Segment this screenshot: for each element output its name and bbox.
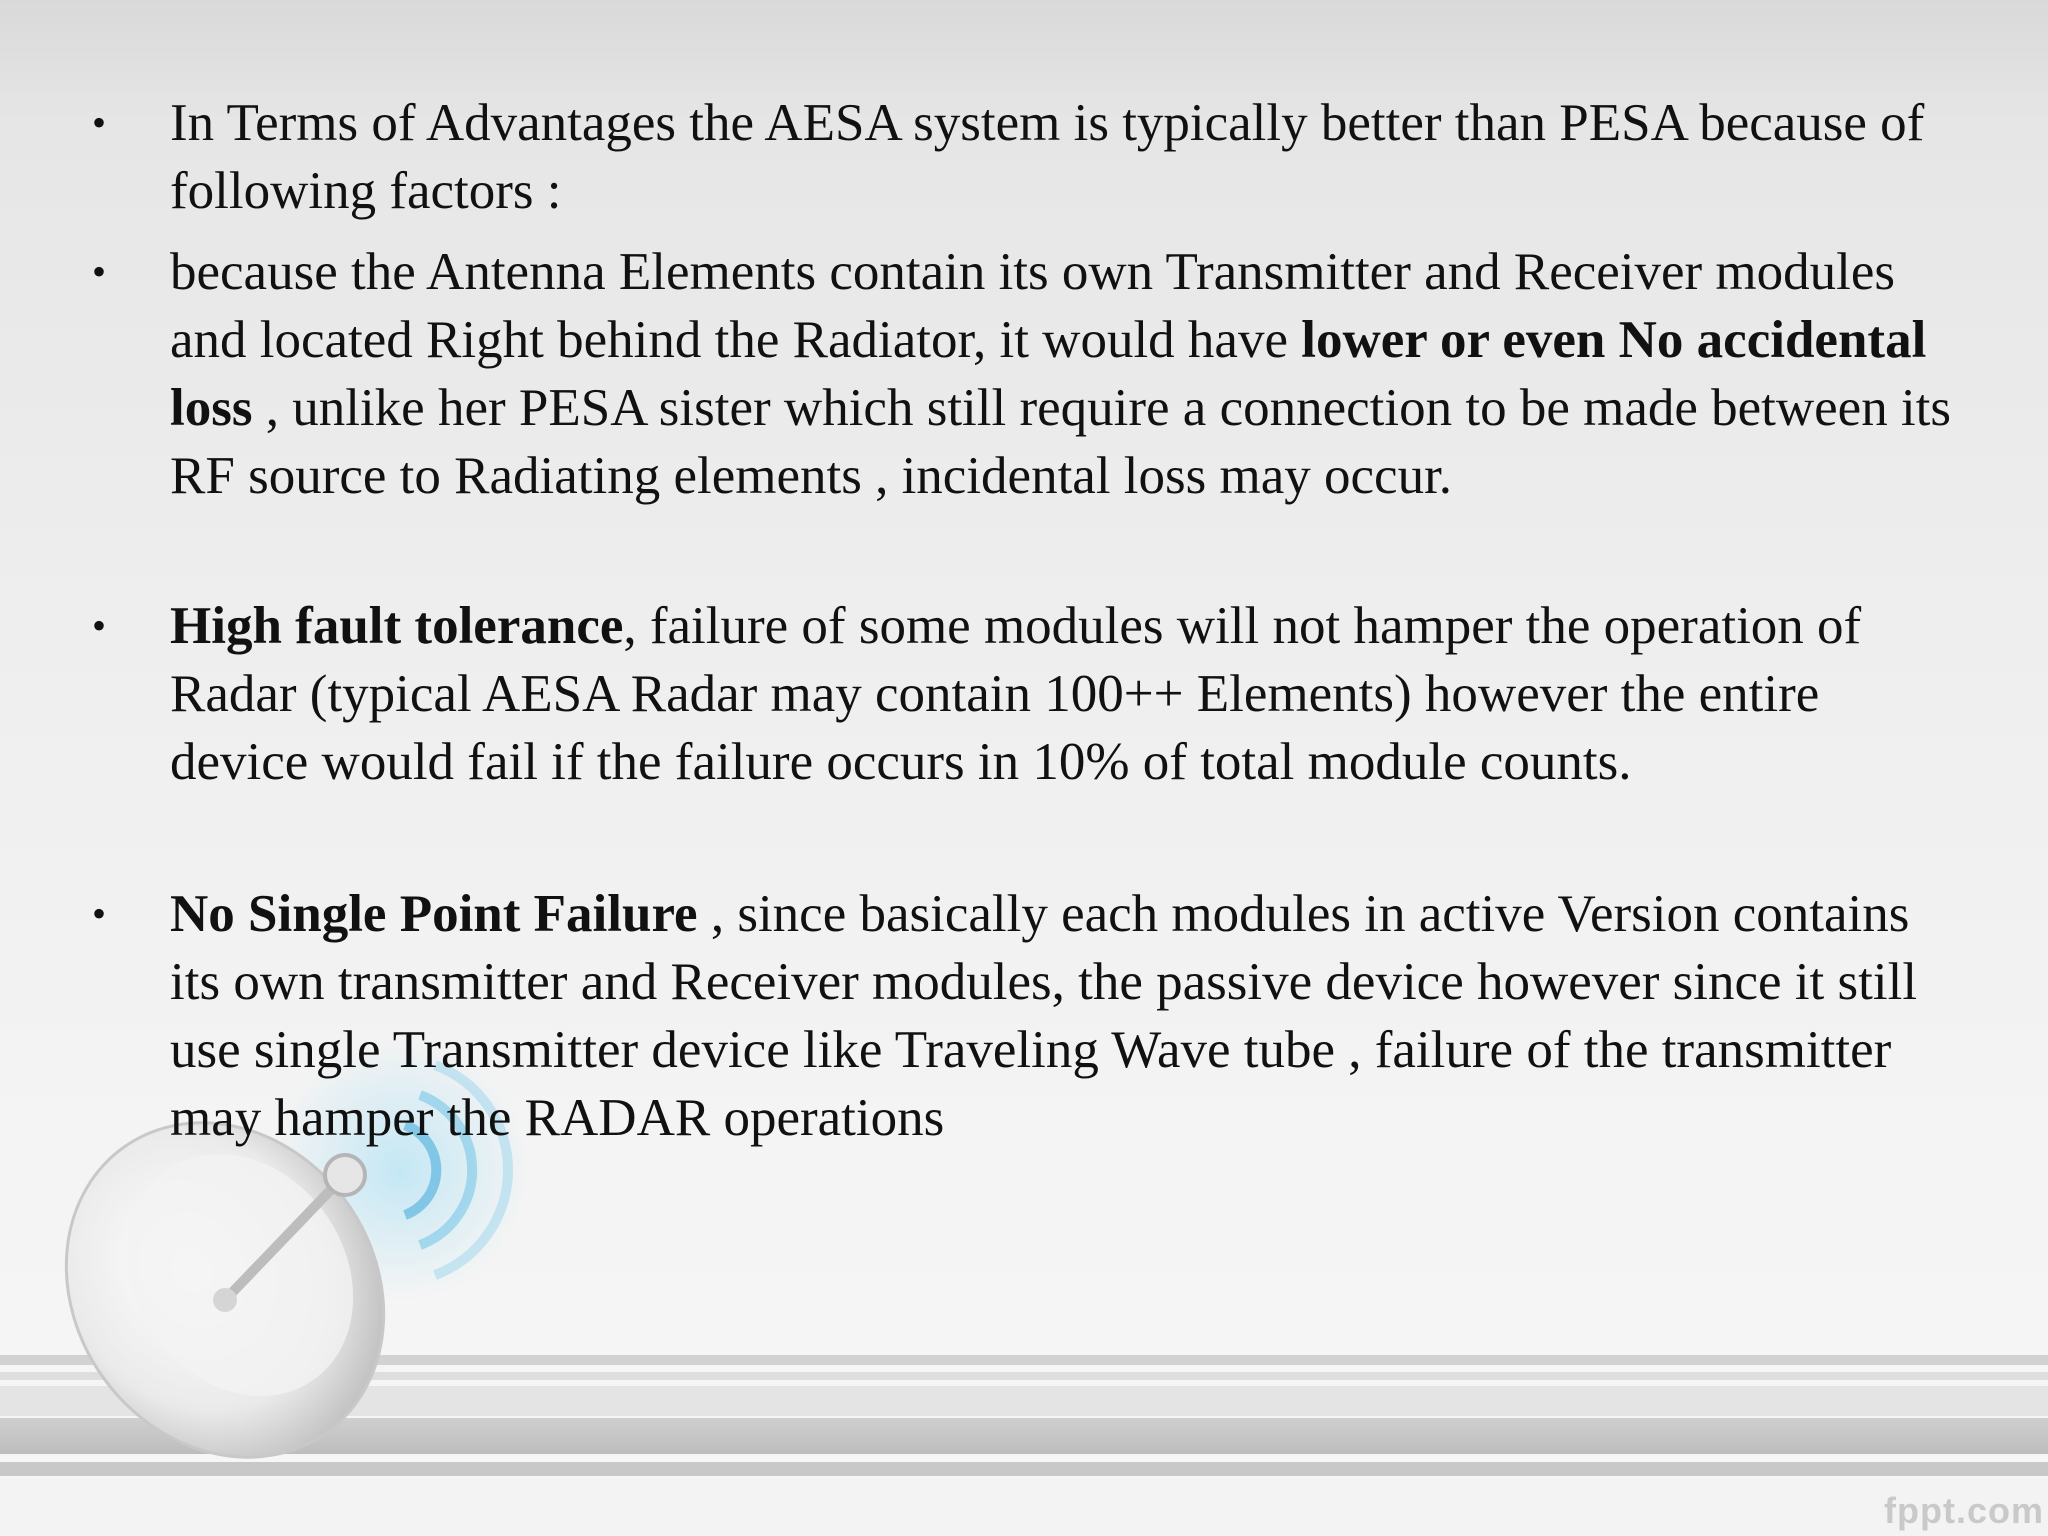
bullet-item [92,89,1970,225]
watermark-logo: fppt.com [1884,1490,2044,1531]
bullet-emphasis: High fault tolerance [170,597,624,655]
bullet-dot: • [92,603,107,648]
bullet-emphasis: No Single Point Failure [170,885,698,943]
bullet-emphasis: lower or even No accidental loss [170,311,1927,437]
bullet-text: In Terms of Advantages the AESA system is typically better than PESA because of following factors : [170,94,1925,220]
bullet-text: , since basically each modules in active Version contains its own transmitter and Receiver modules, the passive device however since it still use single Transmitter device like Traveling Wave tube , failure of the transmitter may hamper the RADAR operations [170,885,1918,1147]
bullet-text: , unlike her PESA sister which still require a connection to be made between its RF source to Radiating elements , incidental loss may occur. [170,379,1952,505]
bullet-item [92,592,1970,796]
bullet-text: because the Antenna Elements contain its own Transmitter and Receiver modules and located Right behind the Radiator, it would have [170,243,1896,369]
bullet-item [92,880,1970,1152]
bullet-dot: • [92,891,107,936]
bullet-dot: • [92,249,107,294]
bullet-dot: • [92,100,107,145]
bullet-text: , failure of some modules will not hamper the operation of Radar (typical AESA Radar may contain 100++ Elements) however the entire device would fail if the failure occurs in 10% of total module counts. [170,597,1862,791]
bullet-item [92,238,1970,510]
